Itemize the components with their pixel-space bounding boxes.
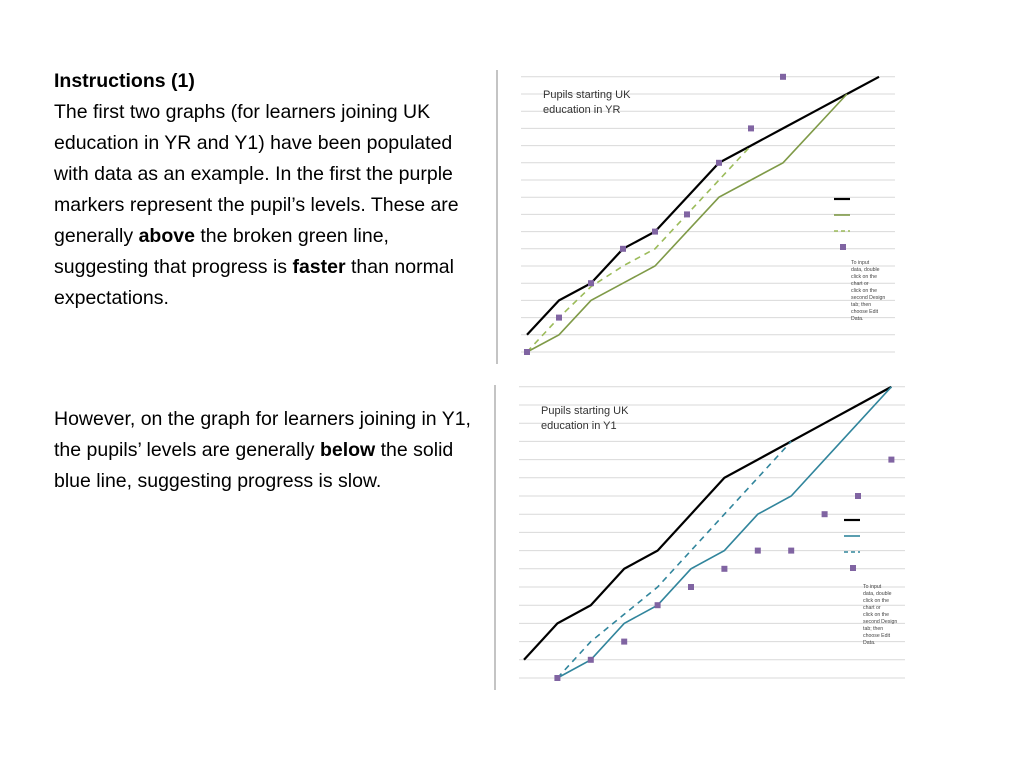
- edit-data-note-line: To input: [863, 584, 882, 590]
- pupil-marker: [855, 493, 861, 499]
- instructions-paragraph-2: [54, 404, 484, 497]
- edit-data-note: [863, 584, 897, 646]
- pupil-marker: [688, 584, 694, 590]
- pupil-marker: [716, 160, 722, 166]
- edit-data-note-line: second Design: [863, 619, 898, 625]
- legend-marker: [850, 565, 856, 571]
- chart-y1[interactable]: [490, 383, 920, 703]
- chart-title-line-1: Pupils starting UK: [543, 89, 631, 101]
- pupil-marker: [684, 211, 690, 217]
- pupil-marker: [888, 457, 894, 463]
- edit-data-note-line: data, double: [851, 267, 880, 273]
- para1-bold-faster: faster: [292, 256, 346, 278]
- pupil-marker: [556, 315, 562, 321]
- edit-data-note-line: click on the: [863, 612, 889, 618]
- pupil-marker: [748, 125, 754, 131]
- edit-data-note-line: second Design: [851, 295, 886, 301]
- pupil-marker: [652, 229, 658, 235]
- para1-bold-above: above: [138, 225, 195, 247]
- chart-title-line-1: Pupils starting UK: [541, 405, 629, 417]
- chart-title: [543, 89, 631, 116]
- edit-data-note-line: To input: [851, 260, 870, 266]
- edit-data-note-line: choose Edit: [863, 633, 891, 639]
- pupil-marker: [620, 246, 626, 252]
- pupil-marker: [524, 349, 530, 355]
- para1-text-2: the broken green line, suggesting that progress is: [54, 225, 389, 278]
- pupil-marker: [588, 657, 594, 663]
- edit-data-note-line: click on the: [863, 598, 889, 604]
- para2-text-1: However, on the graph for learners joining in Y1, the pupils’ levels are generally: [54, 408, 471, 461]
- pupil-marker: [621, 639, 627, 645]
- edit-data-note-line: Data.: [851, 316, 864, 322]
- chart-yr[interactable]: [490, 68, 910, 373]
- series-line-10-years: [527, 94, 847, 352]
- edit-data-note-line: choose Edit: [851, 309, 879, 315]
- chart-title: [541, 405, 629, 432]
- para2-text-2: the solid blue line, suggesting progress is slow.: [54, 439, 454, 492]
- pupil-marker: [588, 280, 594, 286]
- legend-marker: [840, 244, 846, 250]
- pupil-marker: [822, 511, 828, 517]
- pupil-marker: [755, 548, 761, 554]
- instructions-paragraph-1: [54, 66, 484, 314]
- edit-data-note-line: tab; then: [851, 302, 872, 308]
- para1-text-1: The first two graphs (for learners joining UK education in YR and Y1) have been populated with data as an example. In the first the purple markers represent the pupil’s levels. These are generally: [54, 101, 459, 247]
- series-line-7-years: [557, 441, 791, 678]
- edit-data-note-line: tab; then: [863, 626, 884, 632]
- instructions-title: Instructions (1): [54, 70, 195, 92]
- chart-title-line-2: education in Y1: [541, 420, 617, 432]
- pupil-marker: [780, 74, 786, 80]
- para1-text-3: than normal expectations.: [54, 256, 454, 309]
- edit-data-note-line: click on the: [851, 288, 877, 294]
- edit-data-note-line: chart or: [851, 281, 869, 287]
- chart-title-line-2: education in YR: [543, 104, 621, 116]
- para2-bold-below: below: [319, 439, 376, 461]
- pupil-marker: [721, 566, 727, 572]
- pupil-marker: [788, 548, 794, 554]
- edit-data-note-line: data, double: [863, 591, 892, 597]
- pupil-marker: [655, 602, 661, 608]
- edit-data-note: [851, 260, 885, 322]
- edit-data-note-line: click on the: [851, 274, 877, 280]
- edit-data-note-line: Data.: [863, 640, 876, 646]
- edit-data-note-line: chart or: [863, 605, 881, 611]
- pupil-marker: [554, 675, 560, 681]
